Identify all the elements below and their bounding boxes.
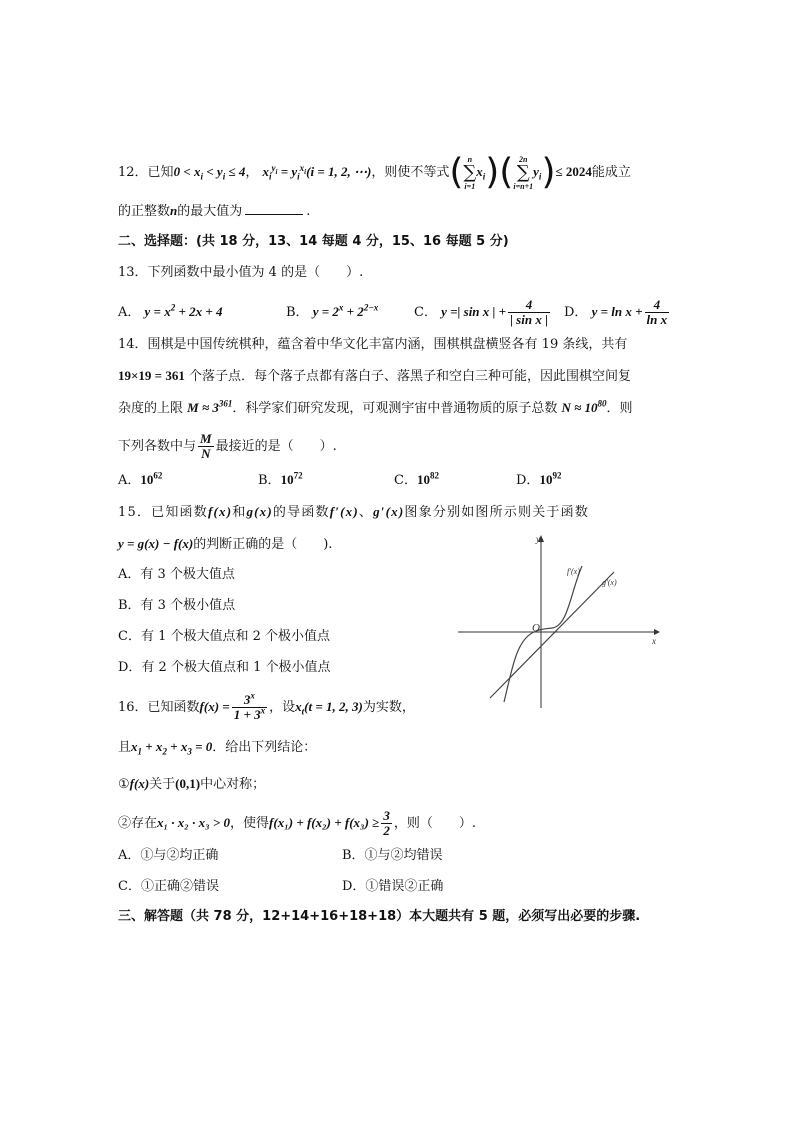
- q12-sum2: 2n ∑ i=n+1: [513, 154, 534, 191]
- q14-line2: 19×19 = 361 个落子点．每个落子点都有落白子、落黑子和空白三种可能，因此围棋空间复: [118, 368, 631, 384]
- section2-heading: 二、选择题：(共 18 分，13、14 每题 4 分，15、16 每题 5 分): [118, 234, 509, 249]
- q16-option-c[interactable]: C．①正确②错误: [118, 879, 219, 894]
- q16-line2: 且$x_1 + x_2 + x_3 = 0$．给出下列结论：: [118, 739, 317, 757]
- q14-option-c[interactable]: C．$10^{82}$: [394, 470, 439, 488]
- y-axis-label: y: [536, 534, 540, 544]
- q12-condition: $0 < x_i < y_i \le 4$: [173, 164, 246, 182]
- x-axis-label: x: [652, 636, 656, 646]
- q13-option-a[interactable]: A． $y = x^2 + 2x + 4$: [118, 302, 223, 320]
- q16-conclusion-2: ②存在x₁ · x₂ · x₃ > 0，使得f(x₁) + f(x₂) + f(x₃) ≥ $\frac{3}{2}$ ，则（ ）.: [118, 808, 476, 838]
- answer-blank[interactable]: [245, 202, 303, 215]
- q12-line2: 的正整数n的最大值为 .: [118, 203, 311, 219]
- q14-option-b[interactable]: B．$10^{72}$: [258, 470, 303, 488]
- q13-option-b[interactable]: B． $y = 2^x + 2^{2-x}$: [286, 302, 379, 320]
- q14-option-d[interactable]: D．$10^{92}$: [516, 470, 562, 488]
- q16-line1: 16．已知函数f(x) = $\frac{3^x}{1 + 3^x}$ ，设$x_t(t = 1$, 2, 3)为实数，: [118, 690, 415, 722]
- q15-line1: 15．已知函数f(x)和g(x)的导函数f′(x)、g′(x)图象分别如图所示则关于函数: [118, 504, 590, 520]
- q14-line3: 杂度的上限 $M \approx 3^{361}$．科学家们研究发现，可观测宇宙中普通物质的原子总数 $N \approx 10^{80}$．则: [118, 398, 633, 416]
- q14-line1: 14．围棋是中国传统棋种，蕴含着中华文化丰富内涵，围棋棋盘横竖各有 19 条线，共有: [118, 337, 628, 352]
- q14-line4: 下列各数中与 $\frac{M}{N}$ 最接近的是（ ）.: [118, 431, 337, 461]
- q16-option-b[interactable]: B．①与②均错误: [342, 848, 443, 863]
- q15-line2: y = g(x) − f(x)的判断正确的是（ ).: [118, 536, 333, 552]
- q16-option-a[interactable]: A．①与②均正确: [118, 848, 219, 863]
- origin-label: O: [532, 622, 540, 634]
- x-axis-arrow: [654, 629, 660, 635]
- q14-option-a[interactable]: A．$10^{62}$: [118, 470, 163, 488]
- section3-heading: 三、解答题（共 78 分，12+14+16+18+18）本大题共有 5 题，必须写出必要的步骤.: [118, 909, 641, 924]
- q13-option-c[interactable]: C． y =| sin x | + $\frac{4}{\text{| sin x |}}$: [414, 297, 548, 327]
- q16-option-d[interactable]: D．①错误②正确: [342, 879, 444, 894]
- q15-option-a[interactable]: A．有 3 个极大值点: [118, 567, 235, 582]
- q16-conclusion-1: ①f(x)关于(0,1)中心对称；: [118, 776, 266, 792]
- q15-option-c[interactable]: C．有 1 个极大值点和 2 个极小值点: [118, 629, 331, 644]
- q13-stem: 13．下列函数中最小值为 4 的是（ ）.: [118, 265, 364, 280]
- g-prime-label: g′(x): [602, 578, 617, 587]
- f-prime-label: f′(x): [567, 567, 580, 576]
- q15-option-d[interactable]: D．有 2 个极大值点和 1 个极小值点: [118, 660, 331, 675]
- q15-option-b[interactable]: B．有 3 个极小值点: [118, 598, 236, 613]
- derivative-graph: [456, 530, 666, 710]
- q12-line1: 12．已知$0 < x_i < y_i \le 4$， $x_i^{y_i} = y_i^{x_i}(i = 1$, 2, ⋯)，则使不等式( n ∑ i=1 $x_i$)( 2n ∑ i=n+1 $y_i)\le 2024$能成立: [118, 151, 631, 193]
- q13-option-d[interactable]: D． y = ln x + $\frac{4}{\text{ln x}}$: [564, 297, 668, 327]
- q12-sum1: n ∑ i=1: [463, 154, 477, 191]
- q12-equation: $x_i^{y_i} = y_i^{x_i}(i = 1$, 2, ⋯): [262, 162, 372, 182]
- g-prime-line: [490, 572, 614, 698]
- f-prime-curve: [504, 566, 582, 702]
